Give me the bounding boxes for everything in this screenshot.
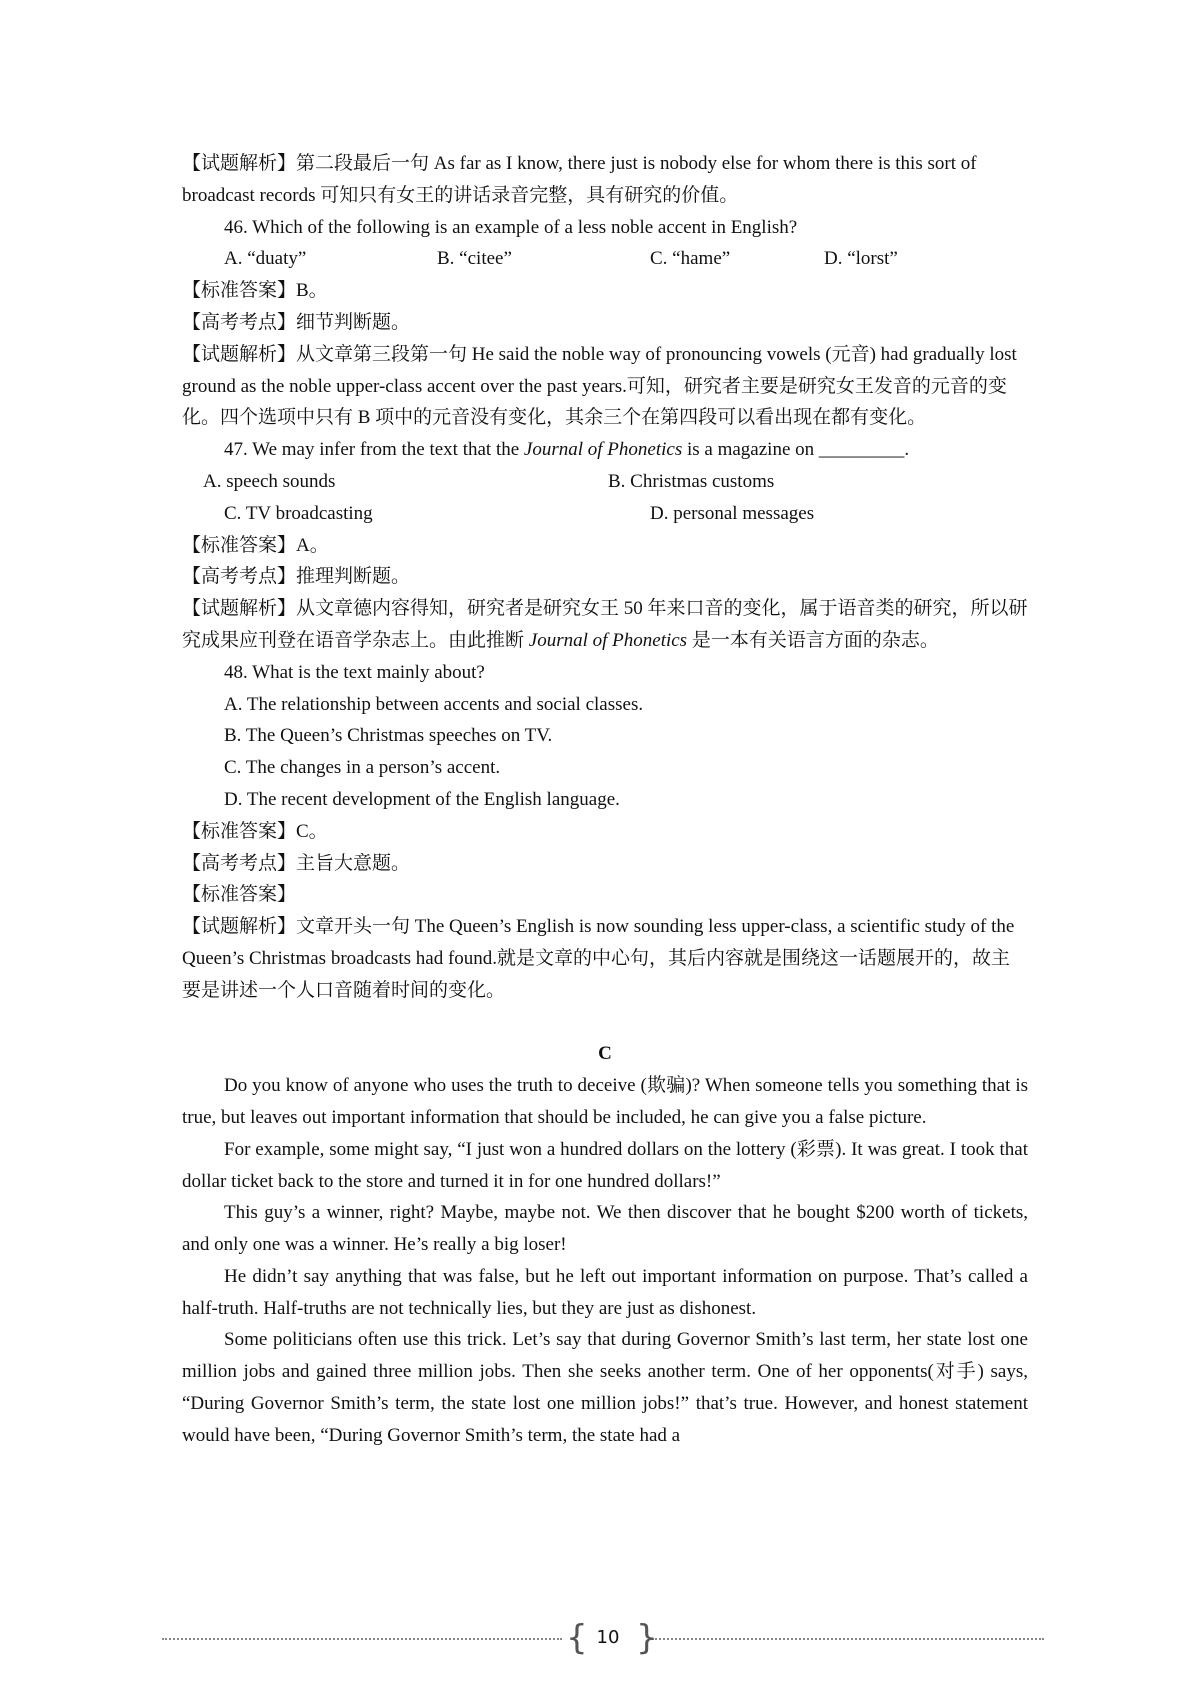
section-c-paragraph: Do you know of anyone who uses the truth to deceive (欺骗)? When someone tells you something that is true, but leaves out important information that should be included, he can give you a false picture. <box>182 1075 1028 1128</box>
q47-analysis-post: 是一本有关语言方面的杂志。 <box>687 629 939 651</box>
q47-question-post: is a magazine on _________. <box>682 439 910 461</box>
q47-option-d: D. personal messages <box>650 502 815 524</box>
q47-analysis-journal: Journal of Phonetics <box>528 629 688 651</box>
q46-option-c: C. “hame” <box>650 248 731 270</box>
q47-analysis <box>182 593 1028 657</box>
q47-analysis-pre: 【试题解析】从文章德内容得知，研究者是研究女王 50 年来口音的变化，属于语音类的研究，所以研究成果应刊登在语音学杂志上。由此推断 <box>182 598 1028 651</box>
q48-answer-label: 【标准答案】 <box>182 884 297 906</box>
q45-analysis: 【试题解析】第二段最后一句 As far as I know, there just is nobody else for whom there is this sort of broadcast records 可知只有女王的讲话录音完整，具有研究的价值。 <box>182 153 977 206</box>
q48-point: 【高考考点】主旨大意题。 <box>182 852 411 874</box>
q46-analysis: 【试题解析】从文章第三段第一句 He said the noble way of pronouncing vowels (元音) had gradually lost ground as the noble upper-class accent over the past years.可知，研究者主要是研究女王发音的元音的变化。四个选项中只有 B 项中的元音没有变化，其余三个在第四段可以看出现在都有变化。 <box>182 343 1017 429</box>
section-c-paragraph: Some politicians often use this trick. Let’s say that during Governor Smith’s last term, her state lost one million jobs and gained three million jobs. Then she seeks another term. One of her opponents(对手) says, “During Governor Smith’s term, the state lost one million jobs!” that’s true. However, and honest statement would have been, “During Governor Smith’s term, the state had a <box>182 1329 1028 1446</box>
q46-question: 46. Which of the following is an example of a less noble accent in English? <box>224 216 798 238</box>
section-c-heading: C <box>598 1043 612 1065</box>
q46-answer: 【标准答案】B。 <box>182 280 328 302</box>
q47-journal-title: Journal of Phonetics <box>523 439 683 461</box>
q48-answer: 【标准答案】C。 <box>182 820 328 842</box>
q46-options <box>182 243 1028 275</box>
q47-point: 【高考考点】推理判断题。 <box>182 566 411 588</box>
q46-point: 【高考考点】细节判断题。 <box>182 311 411 333</box>
q48-option-a: A. The relationship between accents and social classes. <box>224 693 644 715</box>
section-c-paragraph: He didn’t say anything that was false, but he left out important information on purpose. That’s called a half-truth. Half-truths are not technically lies, but they are just as dishonest. <box>182 1265 1028 1319</box>
q48-option-b: B. The Queen’s Christmas speeches on TV. <box>224 725 553 747</box>
q47-option-c: C. TV broadcasting <box>224 502 373 524</box>
q46-option-b: B. “citee” <box>437 248 512 270</box>
q48-option-c: C. The changes in a person’s accent. <box>224 757 501 779</box>
page-number-left-bracket: { <box>566 1618 588 1658</box>
footer-divider-right <box>652 1638 1044 1640</box>
page-content <box>182 148 1028 1452</box>
q46-option-a: A. “duaty” <box>224 248 307 270</box>
q48-option-d: D. The recent development of the English language. <box>224 788 620 810</box>
q47-option-a: A. speech sounds <box>203 470 336 492</box>
q46-option-d: D. “lorst” <box>824 248 898 270</box>
page-number: 10 <box>596 1627 620 1648</box>
q47-option-b: B. Christmas customs <box>608 470 775 492</box>
q47-question <box>182 434 1028 466</box>
q47-options-row-2 <box>182 498 1028 530</box>
q47-answer: 【标准答案】A。 <box>182 534 329 556</box>
q48-question: 48. What is the text mainly about? <box>224 661 485 683</box>
page-number-right-bracket: } <box>636 1618 658 1658</box>
section-c-paragraph: For example, some might say, “I just won a hundred dollars on the lottery (彩票). It was great. I took that dollar ticket back to the store and turned it in for one hundred dollars!” <box>182 1138 1028 1192</box>
section-c-paragraph: This guy’s a winner, right? Maybe, maybe not. We then discover that he bought $200 worth of tickets, and only one was a winner. He’s really a big loser! <box>182 1202 1028 1256</box>
q47-options-row-1 <box>182 466 1028 498</box>
footer-divider-left <box>162 1638 562 1640</box>
q48-analysis: 【试题解析】文章开头一句 The Queen’s English is now sounding less upper-class, a scientific study of the Queen’s Christmas broadcasts had found.就是文章的中心句，其后内容就是围绕这一话题展开的，故主要是讲述一个人口音随着时间的变化。 <box>182 916 1015 1001</box>
q47-question-pre: 47. We may infer from the text that the <box>224 439 524 461</box>
